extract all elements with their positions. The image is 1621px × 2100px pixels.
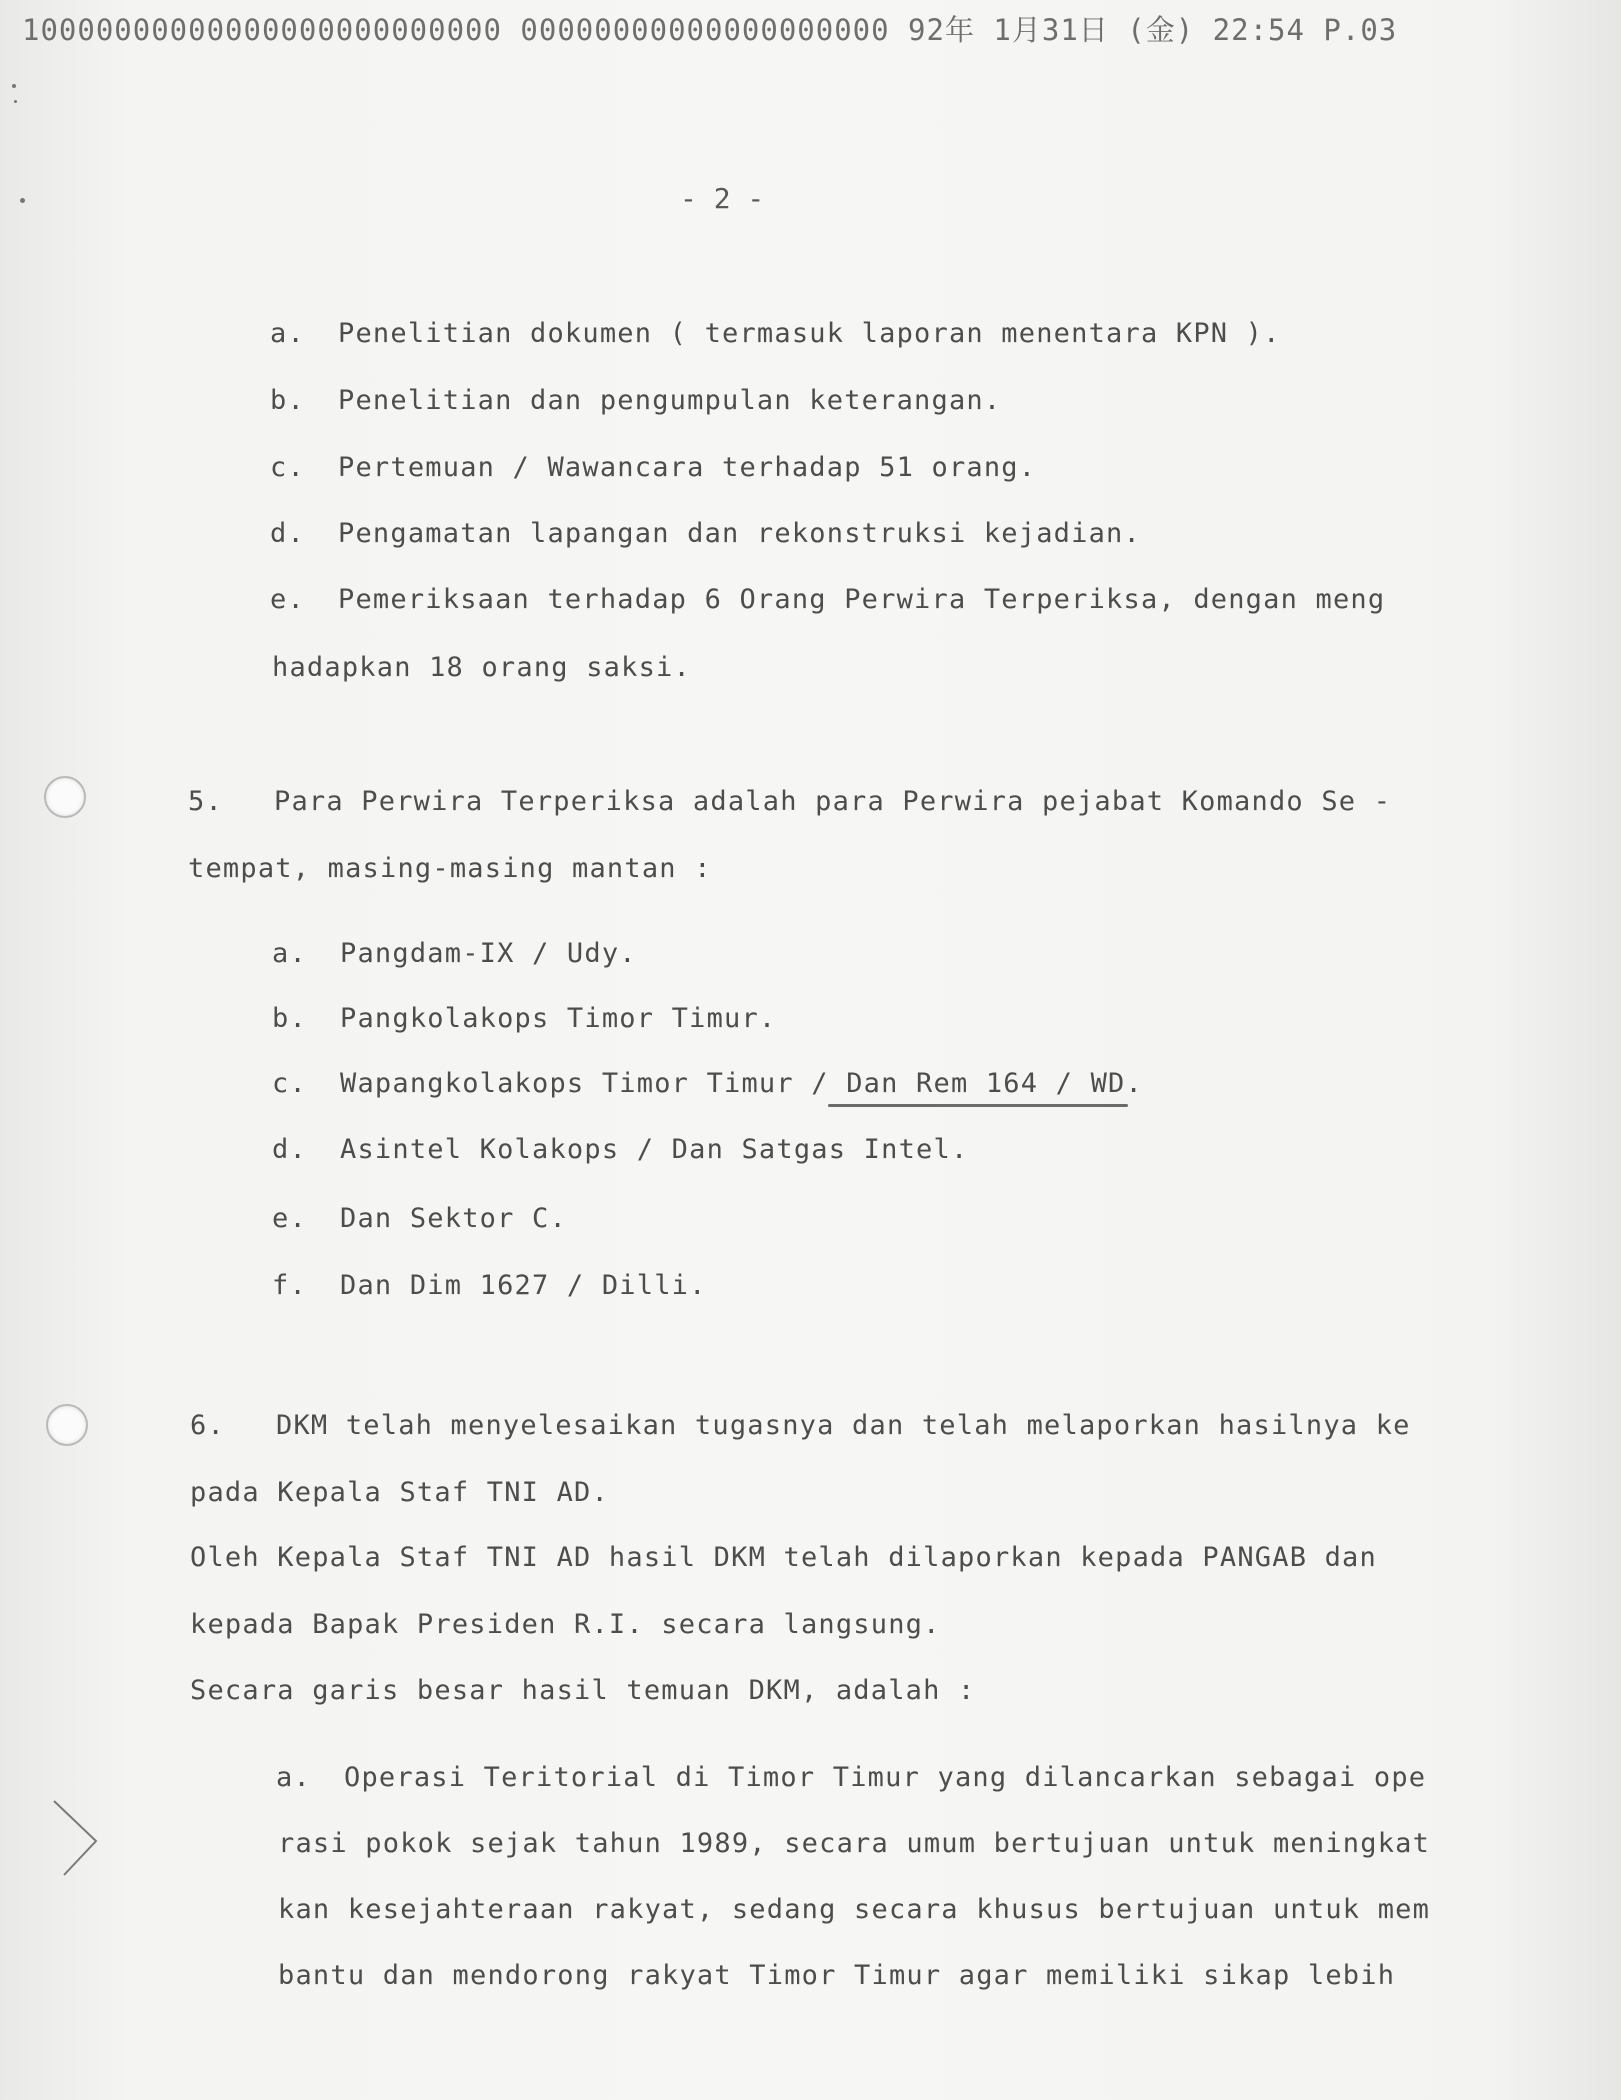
list-item	[272, 1003, 776, 1034]
list-item-text: Wapangkolakops Timor Timur / Dan Rem 164 / WD.	[340, 1068, 1143, 1099]
page-number: - 2 -	[680, 182, 765, 215]
paragraph-6-line: kepada Bapak Presiden R.I. secara langsung.	[190, 1609, 941, 1640]
list-item-continuation: bantu dan mendorong rakyat Timor Timur agar memiliki sikap lebih	[278, 1960, 1396, 1991]
list-item	[270, 318, 1281, 349]
list-item	[270, 584, 1385, 615]
paragraph-text: DKM telah menyelesaikan tugasnya dan telah melaporkan hasilnya ke	[276, 1410, 1411, 1441]
paragraph-number: 5.	[188, 786, 223, 817]
scan-speck	[12, 84, 16, 88]
list-item-text: Penelitian dokumen ( termasuk laporan menentara KPN ).	[338, 318, 1281, 349]
list-item-text: Operasi Teritorial di Timor Timur yang dilancarkan sebagai ope	[344, 1762, 1427, 1793]
list-item-label: a.	[270, 318, 305, 349]
hole-punch-mark	[50, 1795, 110, 1885]
list-item-text: Penelitian dan pengumpulan keterangan.	[338, 385, 1002, 416]
scan-speck	[14, 100, 17, 103]
list-item-label: c.	[272, 1068, 307, 1099]
paragraph-6-line	[190, 1410, 1411, 1441]
list-item-label: a.	[276, 1762, 311, 1793]
list-item	[272, 1134, 968, 1165]
fax-transmission-header: 10000000000000000000000000 00000000000000000000 92年 1月31日 (金) 22:54 P.03	[22, 13, 1398, 47]
list-item-label: e.	[270, 584, 305, 615]
list-item-label: b.	[270, 385, 305, 416]
list-item-text: Pemeriksaan terhadap 6 Orang Perwira Terperiksa, dengan meng	[338, 584, 1386, 615]
list-item-label: e.	[272, 1203, 307, 1234]
list-item	[270, 385, 1001, 416]
list-item-text: Pertemuan / Wawancara terhadap 51 orang.	[338, 452, 1037, 483]
punch-hole	[44, 776, 86, 818]
list-item-continuation: hadapkan 18 orang saksi.	[272, 652, 691, 683]
list-item-text: Dan Sektor C.	[340, 1203, 567, 1234]
list-item-label: c.	[270, 452, 305, 483]
paragraph-6-line: pada Kepala Staf TNI AD.	[190, 1477, 609, 1508]
list-item-label: d.	[270, 518, 305, 549]
handwritten-underline	[828, 1104, 1128, 1107]
list-item-label: a.	[272, 938, 307, 969]
punch-hole	[46, 1404, 88, 1446]
list-item-text: Asintel Kolakops / Dan Satgas Intel.	[340, 1134, 969, 1165]
paragraph-5-line	[188, 786, 1391, 817]
list-item	[272, 1068, 1143, 1099]
list-item	[272, 1203, 567, 1234]
paragraph-5-line: tempat, masing-masing mantan :	[188, 853, 712, 884]
scan-speck	[20, 198, 25, 203]
list-item	[276, 1762, 1426, 1793]
list-item-continuation: rasi pokok sejak tahun 1989, secara umum bertujuan untuk meningkat	[278, 1828, 1431, 1859]
list-item	[272, 1270, 707, 1301]
paragraph-6-line: Secara garis besar hasil temuan DKM, adalah :	[190, 1675, 976, 1706]
list-item	[270, 452, 1036, 483]
paragraph-text: Para Perwira Terperiksa adalah para Perwira pejabat Komando Se -	[274, 786, 1392, 817]
paragraph-number: 6.	[190, 1410, 225, 1441]
list-item	[272, 938, 637, 969]
list-item-label: d.	[272, 1134, 307, 1165]
list-item-label: b.	[272, 1003, 307, 1034]
paragraph-6-line: Oleh Kepala Staf TNI AD hasil DKM telah dilaporkan kepada PANGAB dan	[190, 1542, 1377, 1573]
list-item-text: Pengamatan lapangan dan rekonstruksi kejadian.	[338, 518, 1141, 549]
list-item-text: Pangdam-IX / Udy.	[340, 938, 637, 969]
list-item-text: Pangkolakops Timor Timur.	[340, 1003, 777, 1034]
list-item	[270, 518, 1141, 549]
list-item-continuation: kan kesejahteraan rakyat, sedang secara khusus bertujuan untuk mem	[278, 1894, 1431, 1925]
list-item-text: Dan Dim 1627 / Dilli.	[340, 1270, 707, 1301]
list-item-label: f.	[272, 1270, 307, 1301]
